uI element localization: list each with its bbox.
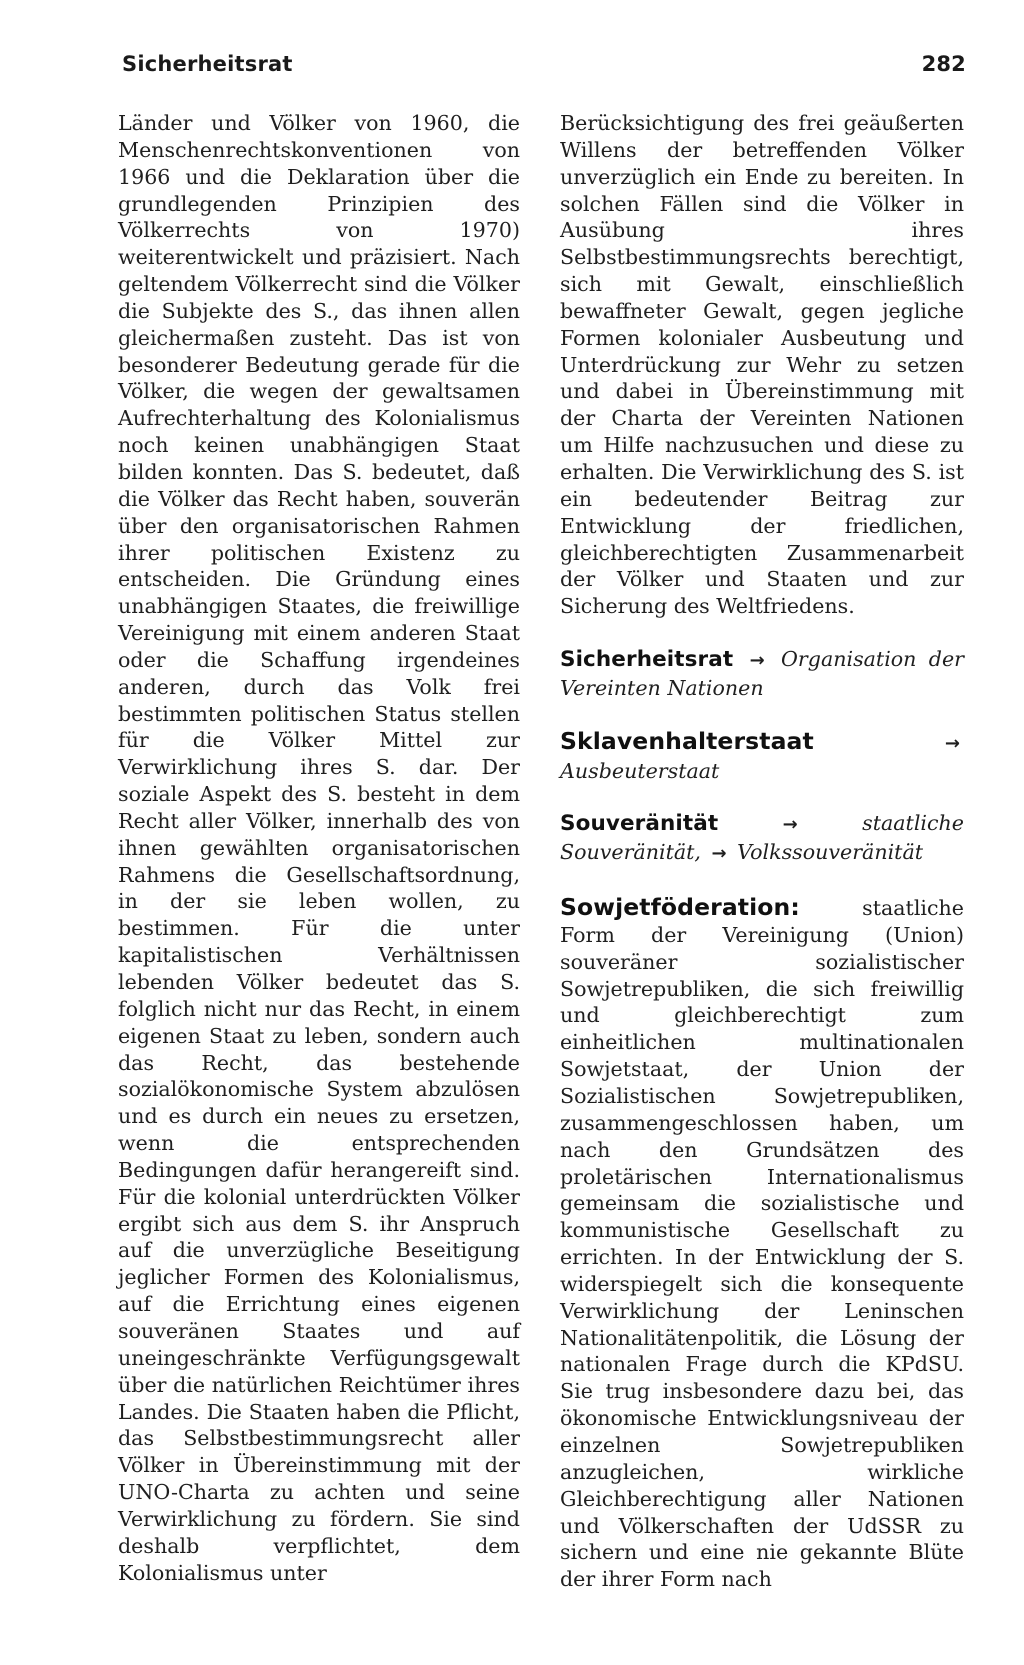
cross-reference-arrow-icon: → — [711, 843, 727, 865]
entry-headword: Souveränität — [560, 811, 719, 837]
entry-headword: Sklavenhalterstaat — [560, 726, 814, 755]
body-paragraph: Länder und Völker von 1960, die Menschenrechtskonventionen von 1966 und die Deklaration über die grundlegenden Prinzipien des Völkerrechts von 1970) weiterentwickelt und präzisiert. Nach geltendem Völkerrecht sind die Völker die Subjekte des S., das ihnen allen gleichermaßen zusteht. Das ist von besonderer Bedeutung gerade für die Völker, die wegen der gewaltsamen Aufrechterhaltung des Kolonialismus noch keinen unabhängigen Staat bilden konnten. Das S. bedeutet, daß die Völker das Recht haben, souverän über den organisatorischen Rahmen ihrer politischen Existenz zu entscheiden. Die Gründung eines unabhängigen Staates, die freiwillige Vereinigung mit einem anderen Staat oder die Schaffung irgendeines anderen, durch das Volk frei bestimmten politischen Status stellen für die Völker Mittel zur Verwirklichung ihres S. dar. Der soziale Aspekt des S. besteht in dem Recht aller Völker, innerhalb des von ihnen gewählten organisatorischen Rahmens die Gesellschaftsordnung, in der sie leben wollen, zu bestimmen. Für die unter kapitalistischen Verhältnissen lebenden Völker bedeutet das S. folglich nicht nur das Recht, in einem eigenen Staat zu leben, sondern auch das Recht, das bestehende sozialökonomische System abzulösen und es durch ein neues zu ersetzen, wenn die entsprechenden Bedingungen dafür herangereift sind. Für die kolonial unterdrückten Völker ergibt sich aus dem S. ihr Anspruch auf die unverzügliche Beseitigung jeglicher Formen des Kolonialismus, auf die Errichtung eines eigenen souveränen Staates und auf uneingeschränkte Verfügungsgewalt über die natürlichen Reichtümer ihres Landes. Die Staaten haben die Pflicht, das Selbstbestimmungsrecht aller Völker in Übereinstimmung mit der UNO-Charta zu achten und seine Verwirklichung zu fördern. Sie sind deshalb verpflichtet, dem Kolonialismus unter — [118, 111, 520, 1585]
page-number: 282 — [921, 52, 966, 76]
cross-reference: Ausbeuterstaat — [560, 758, 720, 783]
cross-reference-arrow-icon: → — [782, 814, 798, 836]
entry-sklavenhalterstaat — [560, 728, 964, 785]
left-column — [118, 110, 520, 1586]
cross-reference: Volkssouveränität — [737, 840, 924, 865]
continued-paragraph: Berücksichtigung des frei geäußerten Willens der betreffenden Völker unverzüglich ein Ende zu bereiten. In solchen Fällen sind die Völker in Ausübung ihres Selbstbestimmungsrechts berechtigt, sich mit Gewalt, einschließlich bewaffneter Gewalt, gegen jegliche Formen kolonialer Ausbeutung und Unterdrückung zur Wehr zu setzen und dabei in Übereinstimmung mit der Charta der Vereinten Nationen um Hilfe nachzusuchen und diese zu erhalten. Die Verwirklichung des S. ist ein bedeutender Beitrag zur Entwicklung der friedlichen, gleichberechtigten Zusammenarbeit der Völker und Staaten und zur Sicherung des Weltfriedens. — [560, 111, 964, 619]
entry-headword: Sowjetföderation: — [560, 893, 800, 922]
entry-sowjetfoederation — [560, 894, 964, 1593]
cross-reference: Organisation der Vereinten Nationen — [560, 647, 965, 700]
entry-definition: staatliche Form der Vereinigung (Union) souveräner sozialistischer Sowjetrepubliken, die sich freiwillig und gleichberechtigt zum einheitlichen multinationalen Sowjetstaat, der Union der Sozialistischen Sowjetrepubliken, zusammengeschlossen haben, um nach den Grundsätzen des proletärischen Internationalismus gemeinsam die sozialistische und kommunistische Gesellschaft zu errichten. In der Entwicklung der S. widerspiegelt sich die konsequente Verwirklichung der Leninschen Nationalitätenpolitik, die Lösung der nationalen Frage durch die KPdSU. Sie trug insbesondere dazu bei, das ökonomische Entwicklungsniveau der einzelnen Sowjetrepubliken anzugleichen, wirkliche Gleichberechtigung aller Nationen und Völkerschaften der UdSSR zu sichern und eine nie gekannte Blüte der ihrer Form nach — [560, 896, 964, 1592]
entry-headword: Sicherheitsrat — [560, 647, 734, 673]
cross-reference: staatliche Souveränität, — [560, 811, 964, 865]
cross-reference-arrow-icon: → — [749, 650, 765, 672]
right-column — [560, 110, 964, 1593]
entry-souveraenitaet — [560, 810, 964, 868]
running-head-keyword: Sicherheitsrat — [122, 52, 293, 76]
cross-reference-arrow-icon: → — [944, 732, 960, 754]
entry-sicherheitsrat — [560, 646, 964, 702]
